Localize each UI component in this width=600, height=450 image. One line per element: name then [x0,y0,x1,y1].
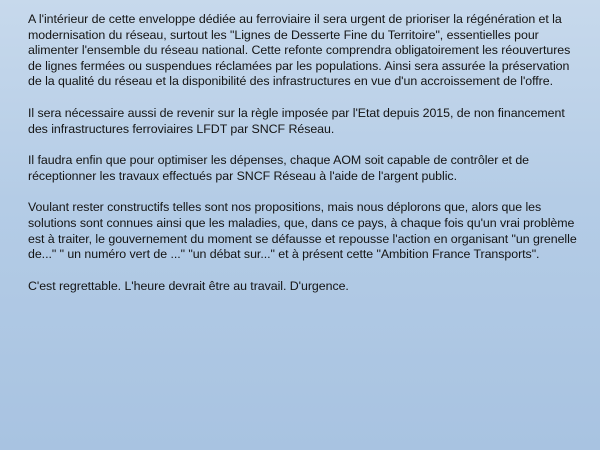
paragraph-proposals: Voulant rester constructifs telles sont nos propositions, mais nous déplorons que, alors que les solutions sont connues ainsi que les maladies, que, dans ce pays, à chaque fois qu'un vrai problème est à traiter, le gouvernement du moment se défausse et repousse l'action en organisant "un grenelle de..." " un numéro vert de ..." "un débat sur..." et à présent cette "Ambition France Transports". [28,200,577,262]
paragraph-funding-rule: Il sera nécessaire aussi de revenir sur la règle imposée par l'Etat depuis 2015, de non financement des infrastructures ferroviaires LFDT par SNCF Réseau. [28,105,565,136]
paragraph-rail-regeneration: A l'intérieur de cette enveloppe dédiée au ferroviaire il sera urgent de prioriser la régénération et la modernisation du réseau, surtout les "Lignes de Desserte Fine du Territoire", essentielles pour alimenter l'ensemble du réseau national. Cette refonte comprendra obligatoirement les réouvertures de lignes fermées ou suspendues réclamées par les populations. Ainsi sera assurée la préservation de la qualité du réseau et la disponibilité des infrastructures en vue d'un accroissement de l'offre. [28,12,571,89]
paragraph-conclusion: C'est regrettable. L'heure devrait être au travail. D'urgence. [28,278,349,293]
paragraph-aom-control: Il faudra enfin que pour optimiser les dépenses, chaque AOM soit capable de contrôler et de réceptionner les travaux effectués par SNCF Réseau à l'aide de l'argent public. [28,153,530,183]
